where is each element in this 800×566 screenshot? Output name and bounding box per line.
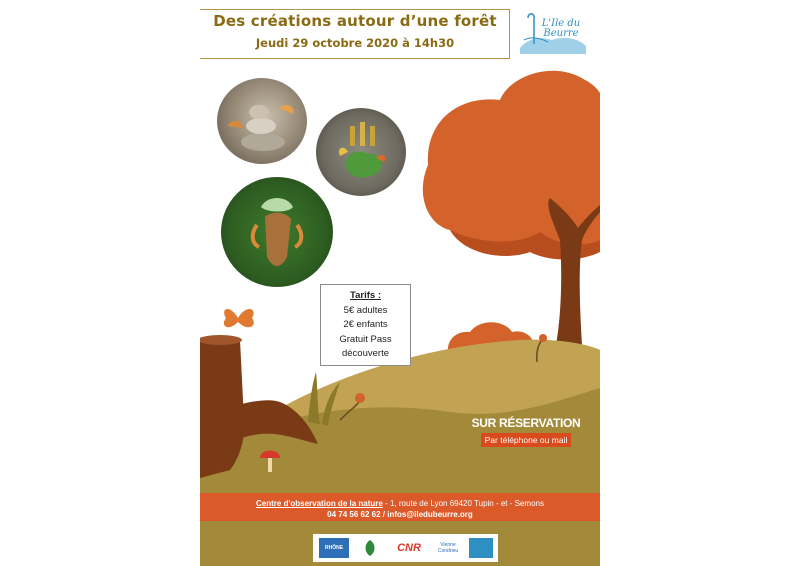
butterfly (224, 309, 254, 327)
reservation-block (467, 416, 585, 448)
reservation-subtitle: Par téléphone ou mail (481, 433, 572, 447)
partner-logo-blue-badge (469, 538, 493, 558)
pricing-title: Tarifs : (350, 290, 381, 301)
pricing-line: découverte (341, 348, 389, 359)
photo-stone-stack (217, 78, 307, 164)
poster (200, 0, 600, 566)
partner-logo-cnr: CNR (397, 542, 421, 554)
logo-text: L'Ile du Beurre (541, 18, 581, 39)
partner-logo-vienne-condrieu: Vienne Condrieu (437, 542, 459, 554)
partner-logo-rhone: RHÔNE (319, 538, 349, 558)
event-date: Jeudi 29 octobre 2020 à 14h30 (255, 36, 455, 50)
pricing-line: 5€ adultes (343, 304, 388, 316)
pricing-line: 2€ enfants (343, 319, 388, 330)
address-line (200, 499, 600, 508)
page-title: Des créations autour d’une forêt (213, 12, 497, 30)
partner-logos (313, 534, 498, 562)
street-address: - 1, route de Lyon 69420 Tupin - et - Semons (382, 499, 544, 508)
pricing-line: Gratuit Pass (339, 333, 392, 345)
reservation-title: SUR RÉSERVATION (471, 416, 581, 430)
partner-logo-green-leaf-icon (361, 538, 379, 558)
photo-leaf-collage (316, 108, 406, 196)
contact-line: 04 74 56 62 62 / infos@iledubeurre.org (327, 510, 473, 519)
centre-link[interactable]: Centre d'observation de la nature (256, 499, 383, 508)
pricing-box (320, 284, 411, 366)
photo-leaf-figure (221, 177, 333, 287)
